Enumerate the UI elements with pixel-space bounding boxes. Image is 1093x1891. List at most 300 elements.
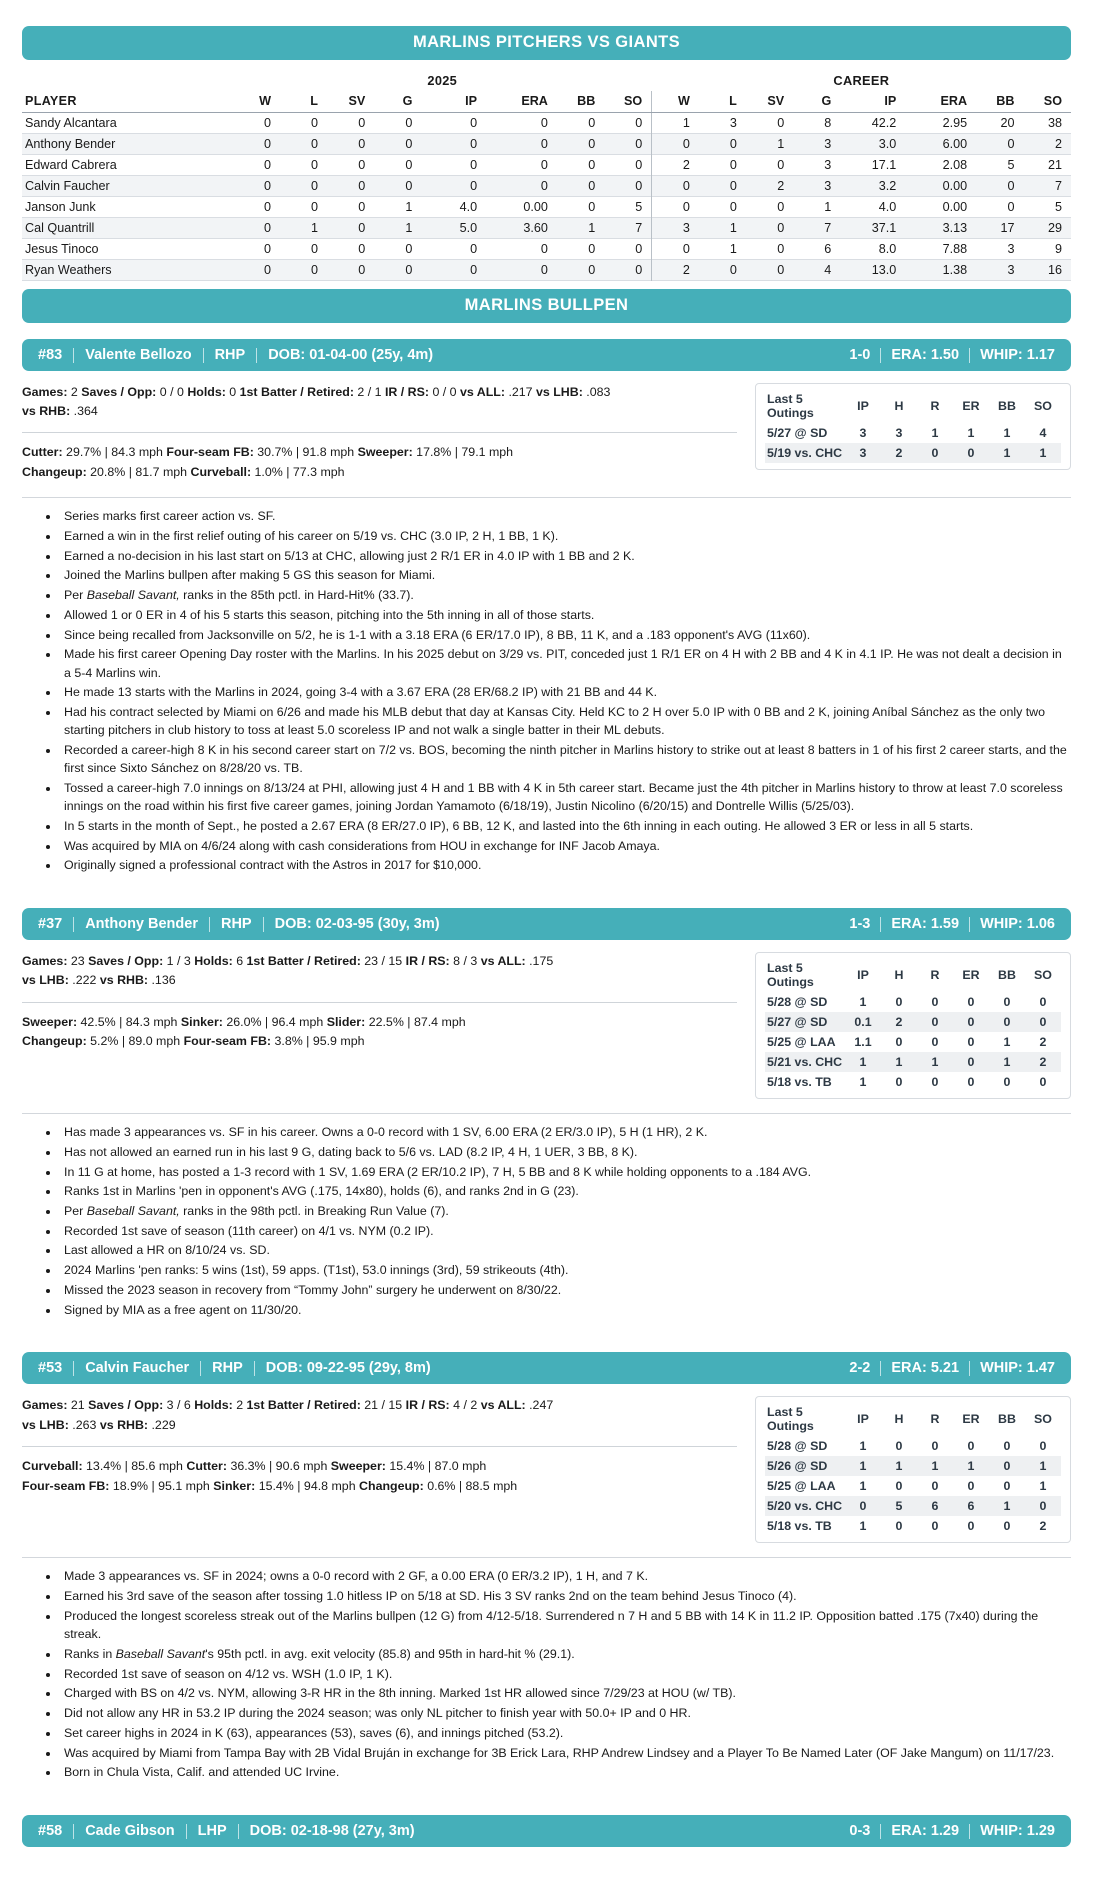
stat-cell: 5.0 xyxy=(459,221,478,235)
stat-cell: 0 xyxy=(1007,137,1015,151)
stat-label: Curveball: xyxy=(190,465,252,480)
player-season-summary xyxy=(849,1823,1055,1839)
stat-cell: 2 xyxy=(777,179,785,193)
stat-cell: 13.0 xyxy=(871,263,897,277)
col-2025-sv: SV xyxy=(327,91,374,113)
list-item: • He made 13 starts with the Marlins in 2024, going 3-4 with a 3.67 ERA (28 ER/68.2 IP) with 21 BB and 44 K. xyxy=(60,683,1071,701)
stat-cell: 0 xyxy=(470,158,478,172)
outing-stat: 1 xyxy=(967,1459,975,1474)
outing-stat: 0 xyxy=(931,1479,939,1494)
list-item: • Has not allowed an earned run in his last 9 G, dating back to 5/6 vs. LAD (8.2 IP, 4 H, 1 UER, 3 BB, 8 K). xyxy=(60,1143,1071,1161)
stat-cell: 0 xyxy=(310,158,318,172)
stat-cell: 7 xyxy=(1054,179,1062,193)
stat-cell: 0 xyxy=(635,158,643,172)
stat-cell: 0 xyxy=(652,134,699,155)
divider xyxy=(22,432,737,433)
stat-cell: 3.13 xyxy=(942,221,968,235)
outing-stat: 0 xyxy=(931,1439,939,1454)
stat-cell: 8 xyxy=(824,116,832,130)
outing-stat: 0 xyxy=(1039,1015,1047,1030)
stat-label: IR / RS: xyxy=(384,385,430,399)
list-item: • Signed by MIA as a free agent on 11/30/20. xyxy=(60,1301,1071,1319)
player-notes-list xyxy=(26,507,1071,874)
outing-stat: 1 xyxy=(967,426,975,440)
player-era: ERA: 1.29 xyxy=(891,1823,960,1839)
list-item: • Had his contract selected by Miami on 6/26 and made his MLB debut that day at Kansas City. Held KC to 2 H over 5.0 IP with 0 BB and 2 K, joining Aníbal Sánchez as the only two starting pitchers in club history to toss at least 5.0 scoreless IP and not walk a single batter in their ML debuts. xyxy=(60,703,1071,739)
divider xyxy=(254,1361,255,1376)
outing-stat: 0 xyxy=(1003,1439,1011,1454)
player-name: Anthony Bender xyxy=(85,916,198,933)
group-header-row xyxy=(22,70,1071,91)
stat-label: Sweeper: xyxy=(357,445,413,460)
outing-stat: 2 xyxy=(1039,1519,1047,1534)
outing-stat: 0 xyxy=(967,1015,975,1030)
col-2025-bb: BB xyxy=(557,91,604,113)
list-item: • Earned a win in the first relief outing of his career on 5/19 vs. CHC (3.0 IP, 2 H, 1 BB, 1 K). xyxy=(60,527,1071,545)
stat-label: Curveball: xyxy=(22,1458,83,1473)
player-name-cell: Sandy Alcantara xyxy=(25,116,117,130)
outing-stat: 0 xyxy=(1039,1499,1047,1514)
player-era: ERA: 1.50 xyxy=(891,347,960,363)
stat-cell: 2 xyxy=(652,155,699,176)
divider xyxy=(969,1824,970,1839)
outings-col-so: SO xyxy=(1034,968,1052,983)
outing-row xyxy=(765,1496,1061,1516)
list-item: • Made 3 appearances vs. SF in 2024; owns a 0-0 record with 2 GF, a 0.00 ERA (0 ER/3.2 IP), 1 H, and 7 K. xyxy=(60,1567,1071,1585)
outing-stat: 0 xyxy=(895,1479,903,1494)
list-item: • Recorded 1st save of season (11th career) on 4/1 vs. NYM (0.2 IP). xyxy=(60,1222,1071,1240)
outing-stat: 0 xyxy=(895,1439,903,1454)
stat-cell: 0 xyxy=(405,137,413,151)
outing-stat: 0 xyxy=(967,1479,975,1494)
stat-cell: 0 xyxy=(263,179,271,193)
outings-col-h: H xyxy=(894,968,904,983)
list-item: • Since being recalled from Jacksonville on 5/2, he is 1-1 with a 3.18 ERA (6 ER/17.0 IP), 8 BB, 11 K, and a .183 opponent's AVG (11x60). xyxy=(60,626,1071,644)
outing-stat: 0 xyxy=(931,1035,939,1050)
stat-cell: 0 xyxy=(405,263,413,277)
divider xyxy=(880,917,881,932)
stat-cell: 0 xyxy=(652,197,699,218)
stat-cell: 0 xyxy=(652,239,699,260)
outings-col-so: SO xyxy=(1034,1412,1052,1427)
stat-cell: 0 xyxy=(729,263,737,277)
outings-col-bb: BB xyxy=(998,399,1016,413)
stat-cell: 0 xyxy=(310,200,318,214)
spacer xyxy=(22,1859,1071,1885)
outing-stat: 0 xyxy=(1039,1439,1047,1454)
player-info-row xyxy=(22,952,1071,1099)
stat-label: Changeup: xyxy=(22,465,87,480)
pitch-mix-line: Cutter: 29.7% | 84.3 mph Four-seam FB: 30.7% | 91.8 mph Sweeper: 17.8% | 79.1 mph xyxy=(22,445,514,460)
outings-title: Last 5 Outings xyxy=(767,1405,814,1434)
divider xyxy=(22,497,1071,498)
outing-row xyxy=(765,1072,1061,1092)
stat-cell: 0 xyxy=(470,137,478,151)
player-record: 2-2 xyxy=(849,1360,871,1377)
col-2025-w: W xyxy=(233,91,280,113)
player-dob: DOB: 01-04-00 (25y, 4m) xyxy=(268,347,434,363)
stat-cell: 0 xyxy=(358,158,366,172)
stat-label: Saves / Opp: xyxy=(88,954,164,969)
divider xyxy=(22,1002,737,1003)
stat-cell: 0 xyxy=(470,263,478,277)
player-name-cell: Cal Quantrill xyxy=(25,221,95,235)
outing-stat: 0 xyxy=(1003,1479,1011,1494)
outing-stat: 1 xyxy=(859,1519,867,1534)
outing-stat: 1 xyxy=(1003,426,1011,440)
player-card-header[interactable] xyxy=(22,908,1071,940)
stat-cell: 4.0 xyxy=(459,200,478,214)
col-2025-g: G xyxy=(374,91,421,113)
stat-cell: 1 xyxy=(652,113,699,134)
pitchers-table-body xyxy=(22,113,1071,281)
stat-cell: 20 xyxy=(1000,116,1015,130)
divider xyxy=(969,917,970,932)
stat-cell: 0 xyxy=(358,221,366,235)
outing-stat: 6 xyxy=(967,1499,975,1514)
col-career-so: SO xyxy=(1023,91,1071,113)
outing-stat: 1 xyxy=(1003,1035,1011,1050)
table-row xyxy=(22,197,1071,218)
stat-cell: 3 xyxy=(652,218,699,239)
player-card-header[interactable] xyxy=(22,1815,1071,1847)
outing-stat: 0 xyxy=(967,995,975,1010)
outing-row xyxy=(765,1516,1061,1536)
stat-cell: 38 xyxy=(1047,116,1062,130)
stat-cell: 2 xyxy=(652,260,699,281)
stat-cell: 3 xyxy=(824,179,832,193)
vs-giants-banner: MARLINS PITCHERS VS GIANTS xyxy=(22,26,1071,60)
stat-cell: 3 xyxy=(824,137,832,151)
outing-stat: 1 xyxy=(931,1459,939,1474)
stat-cell: 0 xyxy=(310,116,318,130)
player-whip: WHIP: 1.17 xyxy=(980,347,1055,363)
player-dob: DOB: 02-18-98 (27y, 3m) xyxy=(249,1823,415,1839)
player-record: 1-0 xyxy=(849,347,871,363)
outing-row xyxy=(765,443,1061,463)
col-career-l: L xyxy=(699,91,746,113)
stat-label: 1st Batter / Retired: xyxy=(239,385,354,399)
outing-stat: 0 xyxy=(1003,1459,1011,1474)
stat-cell: 0 xyxy=(358,179,366,193)
stat-cell: 0 xyxy=(470,179,478,193)
stat-cell: 16 xyxy=(1047,263,1062,277)
outing-stat: 1 xyxy=(859,1075,867,1090)
outings-col-r: R xyxy=(930,1412,940,1427)
group-career: CAREER xyxy=(833,73,890,88)
table-row xyxy=(22,134,1071,155)
splits-line: Games: 21 Saves / Opp: 3 / 6 Holds: 2 1st Batter / Retired: 21 / 15 IR / RS: 4 / 2 vs ALL: .247 xyxy=(22,1398,554,1413)
stat-cell: 0 xyxy=(635,137,643,151)
list-item: • Produced the longest scoreless streak out of the Marlins bullpen (12 G) from 4/12-5/18. Surrendered n 7 H and 5 BB with 14 K in 11.2 IP. Opposition batted .175 (7x40) during the streak. xyxy=(60,1607,1071,1643)
list-item: • Missed the 2023 season in recovery from “Tommy John” surgery he underwent on 8/30/22. xyxy=(60,1281,1071,1299)
col-2025-so: SO xyxy=(604,91,651,113)
list-item: • Ranks 1st in Marlins 'pen in opponent's AVG (.175, 14x80), holds (6), and ranks 2nd in G (23). xyxy=(60,1182,1071,1200)
outing-row xyxy=(765,1476,1061,1496)
outing-date: 5/27 @ SD xyxy=(767,1015,828,1030)
outing-date: 5/25 @ LAA xyxy=(767,1035,836,1050)
stat-cell: 0.00 xyxy=(523,200,548,214)
pitch-mix-line: Changeup: 5.2% | 89.0 mph Four-seam FB: 3.8% | 95.9 mph xyxy=(22,1034,365,1049)
outing-row xyxy=(765,992,1061,1012)
player-card-header[interactable] xyxy=(22,339,1071,371)
last-5-outings-table xyxy=(765,389,1061,463)
outing-date: 5/21 vs. CHC xyxy=(767,1055,843,1070)
player-hand: RHP xyxy=(212,1360,243,1377)
outing-stat: 1 xyxy=(1003,446,1011,460)
outing-stat: 0 xyxy=(859,1499,867,1514)
stat-cell: 1 xyxy=(777,137,785,151)
outing-date: 5/20 vs. CHC xyxy=(767,1499,843,1514)
stat-cell: 0 xyxy=(470,116,478,130)
outing-stat: 1 xyxy=(895,1459,903,1474)
player-record: 1-3 xyxy=(849,916,871,933)
stat-cell: 0 xyxy=(540,242,548,256)
player-identity xyxy=(38,916,440,932)
player-identity xyxy=(38,1360,431,1376)
stat-cell: 5 xyxy=(1054,200,1062,214)
outing-stat: 1 xyxy=(931,1055,939,1070)
outing-stat: 0 xyxy=(895,995,903,1010)
list-item: • Recorded a career-high 8 K in his second career start on 7/2 vs. BOS, becoming the ninth pitcher in Marlins history to strike out at least 8 batters in 1 of his first 2 career starts, and the first since Sixto Sánchez on 8/28/20 vs. TB. xyxy=(60,741,1071,777)
divider xyxy=(209,917,210,932)
stat-cell: 0 xyxy=(777,158,785,172)
list-item: • Allowed 1 or 0 ER in 4 of his 5 starts this season, pitching into the 5th inning in all of those starts. xyxy=(60,606,1071,624)
outing-stat: 0 xyxy=(967,1519,975,1534)
stat-cell: 0 xyxy=(777,263,785,277)
list-item: • Set career highs in 2024 in K (63), appearances (53), saves (6), and innings pitched (53.2). xyxy=(60,1724,1071,1742)
pitch-mix-text xyxy=(22,443,737,483)
player-notes-list xyxy=(26,1123,1071,1319)
list-item: • Ranks in Baseball Savant's 95th pctl. in avg. exit velocity (85.8) and 95th in hard-hit % (29.1). xyxy=(60,1645,1071,1663)
stat-cell: 0 xyxy=(263,221,271,235)
stat-cell: 0 xyxy=(263,137,271,151)
stat-label: vs ALL: xyxy=(480,954,526,969)
outings-col-h: H xyxy=(894,1412,904,1427)
outings-col-er: ER xyxy=(962,968,980,983)
outing-stat: 2 xyxy=(895,1015,903,1030)
table-row xyxy=(22,218,1071,239)
list-item: • Made his first career Opening Day roster with the Marlins. In his 2025 debut on 3/29 vs. PIT, conceded just 1 R/1 ER on 4 H with 2 BB and 4 K in 4.1 IP. He was not dealt a decision in a 5-4 Marlins win. xyxy=(60,645,1071,681)
stat-cell: 0 xyxy=(540,116,548,130)
outings-col-er: ER xyxy=(962,1412,980,1427)
divider xyxy=(969,348,970,363)
stat-label: Four-seam FB: xyxy=(22,1478,110,1493)
outing-stat: 0 xyxy=(895,1075,903,1090)
stat-label: vs LHB: xyxy=(22,973,69,988)
player-dob: DOB: 09-22-95 (29y, 8m) xyxy=(265,1360,431,1377)
splits-line: vs RHB: .364 xyxy=(22,404,98,419)
stat-cell: 0 xyxy=(540,179,548,193)
outing-date: 5/26 @ SD xyxy=(767,1459,828,1474)
stat-cell: 0 xyxy=(310,263,318,277)
outing-row xyxy=(765,423,1061,443)
stat-cell: 7 xyxy=(824,221,832,235)
stat-label: Games: xyxy=(22,385,68,399)
stat-cell: 3.0 xyxy=(878,137,897,151)
divider xyxy=(880,1824,881,1839)
stat-cell: 0 xyxy=(652,176,699,197)
player-hand: LHP xyxy=(197,1823,227,1839)
stat-cell: 0 xyxy=(540,158,548,172)
stat-cell: 8.0 xyxy=(878,242,897,256)
outing-stat: 0 xyxy=(1003,1015,1011,1030)
stat-cell: 9 xyxy=(1054,242,1062,256)
player-number: #37 xyxy=(38,916,63,933)
list-item: • Per Baseball Savant, ranks in the 85th pctl. in Hard-Hit% (33.7). xyxy=(60,586,1071,604)
stat-label: vs RHB: xyxy=(99,973,149,988)
stat-cell: 0 xyxy=(777,116,785,130)
stat-label: vs ALL: xyxy=(480,1398,526,1413)
list-item: • Born in Chula Vista, Calif. and attended UC Irvine. xyxy=(60,1763,1071,1781)
stat-cell: 0 xyxy=(635,116,643,130)
last-5-outings-panel xyxy=(755,952,1071,1099)
outing-stat: 0 xyxy=(1003,1519,1011,1534)
stat-label: Changeup: xyxy=(359,1478,424,1493)
col-2025-ip: IP xyxy=(421,91,486,113)
stat-label: vs LHB: xyxy=(22,1417,69,1432)
emphasis-text: Baseball Savant, xyxy=(86,1204,180,1219)
player-splits-block xyxy=(22,952,755,1052)
player-identity xyxy=(38,1823,415,1839)
stat-cell: 0 xyxy=(358,263,366,277)
outings-col-ip: IP xyxy=(857,968,869,983)
stat-cell: 4.0 xyxy=(878,200,897,214)
player-cards xyxy=(22,339,1071,1885)
list-item: • Originally signed a professional contract with the Astros in 2017 for $10,000. xyxy=(60,856,1071,874)
list-item: • In 11 G at home, has posted a 1-3 record with 1 SV, 1.69 ERA (2 ER/10.2 IP), 7 H, 5 BB and 8 K while holding opponents to a .184 AVG. xyxy=(60,1163,1071,1181)
stat-cell: 0 xyxy=(540,137,548,151)
outings-title: Last 5 Outings xyxy=(767,961,814,990)
outings-col-bb: BB xyxy=(998,968,1016,983)
col-career-bb: BB xyxy=(976,91,1023,113)
divider xyxy=(73,1824,74,1839)
player-season-summary xyxy=(849,916,1055,932)
stat-cell: 1 xyxy=(824,200,832,214)
stat-cell: 21 xyxy=(1047,158,1062,172)
group-2025: 2025 xyxy=(427,73,458,88)
stat-label: Games: xyxy=(22,1398,68,1413)
stat-cell: 4 xyxy=(824,263,832,277)
outing-stat: 1 xyxy=(1003,1055,1011,1070)
stat-cell: 0 xyxy=(588,116,596,130)
outing-stat: 1 xyxy=(859,1479,867,1494)
outing-stat: 1 xyxy=(1039,1479,1047,1494)
outing-date: 5/18 vs. TB xyxy=(767,1519,832,1534)
stat-cell: 0 xyxy=(470,242,478,256)
outing-stat: 0 xyxy=(931,995,939,1010)
spacer xyxy=(22,876,1071,902)
stat-label: 1st Batter / Retired: xyxy=(246,954,361,969)
stat-cell: 0 xyxy=(405,179,413,193)
stat-label: Holds: xyxy=(194,954,233,969)
pitch-mix-text xyxy=(22,1013,737,1053)
outing-stat: 3 xyxy=(895,426,903,440)
player-card-header[interactable] xyxy=(22,1352,1071,1384)
stat-cell: 1 xyxy=(405,221,413,235)
stat-label: 1st Batter / Retired: xyxy=(246,1398,361,1413)
outing-stat: 0 xyxy=(931,1519,939,1534)
divider xyxy=(73,917,74,932)
outing-date: 5/28 @ SD xyxy=(767,1439,828,1454)
last-5-outings-panel xyxy=(755,383,1071,470)
outing-stat: 1 xyxy=(859,1439,867,1454)
list-item: • Tossed a career-high 7.0 innings on 8/13/24 at PHI, allowing just 4 H and 1 BB with 4 K in 5th career start. Became just the 4th pitcher in Marlins history to throw at least 7.0 scoreless innings on the road within his first five career games, joining Jordan Yamamoto (6/18/19), Justin Nicolino (6/20/15) and Dontrelle Willis (5/25/03). xyxy=(60,779,1071,815)
stat-label: Four-seam FB: xyxy=(166,445,254,460)
stat-cell: 6.00 xyxy=(942,137,968,151)
col-career-sv: SV xyxy=(746,91,793,113)
outing-stat: 1.1 xyxy=(854,1035,872,1050)
stat-cell: 3.60 xyxy=(523,221,548,235)
list-item: • Recorded 1st save of season on 4/12 vs. WSH (1.0 IP, 1 K). xyxy=(60,1665,1071,1683)
table-row xyxy=(22,260,1071,281)
divider xyxy=(880,348,881,363)
pitchers-vs-giants-table xyxy=(22,70,1071,281)
stat-cell: 0 xyxy=(777,242,785,256)
stat-label: Saves / Opp: xyxy=(88,1398,164,1413)
outing-date: 5/28 @ SD xyxy=(767,995,828,1010)
divider xyxy=(200,1361,201,1376)
stat-label: vs LHB: xyxy=(536,385,583,399)
outings-header-row xyxy=(765,389,1061,423)
player-name: Valente Bellozo xyxy=(85,347,192,363)
player-era: ERA: 1.59 xyxy=(891,916,960,933)
stat-cell: 6 xyxy=(824,242,832,256)
player-whip: WHIP: 1.29 xyxy=(980,1823,1055,1839)
list-item: • Was acquired by Miami from Tampa Bay with 2B Vidal Bruján in exchange for 3B Erick Lara, RHP Andrew Lindsey and a Player To Be Named Later (OF Jake Mangum) on 11/17/23. xyxy=(60,1744,1071,1762)
stat-cell: 0 xyxy=(588,242,596,256)
outing-stat: 3 xyxy=(859,446,867,460)
outings-col-er: ER xyxy=(962,399,980,413)
outing-stat: 0 xyxy=(1003,1075,1011,1090)
stat-label: Cutter: xyxy=(22,445,63,460)
splits-line: Games: 2 Saves / Opp: 0 / 0 Holds: 0 1st Batter / Retired: 2 / 1 IR / RS: 0 / 0 vs ALL: .217 vs LHB: .083 xyxy=(22,385,611,399)
stat-label: IR / RS: xyxy=(405,1398,450,1413)
stat-cell: 0 xyxy=(358,137,366,151)
outing-stat: 0 xyxy=(1039,995,1047,1010)
stat-cell: 0 xyxy=(540,263,548,277)
stat-cell: 7.88 xyxy=(942,242,968,256)
outing-date: 5/27 @ SD xyxy=(767,426,828,440)
stat-label: IR / RS: xyxy=(405,954,450,969)
player-number: #58 xyxy=(38,1823,63,1839)
player-number: #83 xyxy=(38,347,63,363)
list-item: • Per Baseball Savant, ranks in the 98th pctl. in Breaking Run Value (7). xyxy=(60,1202,1071,1220)
divider xyxy=(256,348,257,363)
outing-row xyxy=(765,1012,1061,1032)
outing-stat: 2 xyxy=(1039,1035,1047,1050)
stat-label: Sweeper: xyxy=(22,1014,78,1029)
stat-cell: 0 xyxy=(310,137,318,151)
outing-stat: 5 xyxy=(895,1499,903,1514)
stat-label: Sweeper: xyxy=(330,1458,386,1473)
spacer xyxy=(22,1783,1071,1809)
divider xyxy=(263,917,264,932)
pitch-mix-line: Curveball: 13.4% | 85.6 mph Cutter: 36.3% | 90.6 mph Sweeper: 15.4% | 87.0 mph xyxy=(22,1458,487,1473)
player-name-cell: Calvin Faucher xyxy=(25,179,110,193)
player-info-row xyxy=(22,1396,1071,1543)
player-info-row xyxy=(22,383,1071,483)
col-career-era: ERA xyxy=(905,91,976,113)
stat-label: Holds: xyxy=(194,1398,233,1413)
list-item: • Charged with BS on 4/2 vs. NYM, allowing 3-R HR in the 8th inning. Marked 1st HR allowed since 7/29/23 at HOU (w/ TB). xyxy=(60,1684,1071,1702)
stat-label: Sinker: xyxy=(180,1014,223,1029)
outing-stat: 1 xyxy=(859,1459,867,1474)
stat-cell: 1 xyxy=(588,221,596,235)
col-career-g: G xyxy=(793,91,840,113)
stat-cell: 3.2 xyxy=(878,179,897,193)
outing-date: 5/18 vs. TB xyxy=(767,1075,832,1090)
